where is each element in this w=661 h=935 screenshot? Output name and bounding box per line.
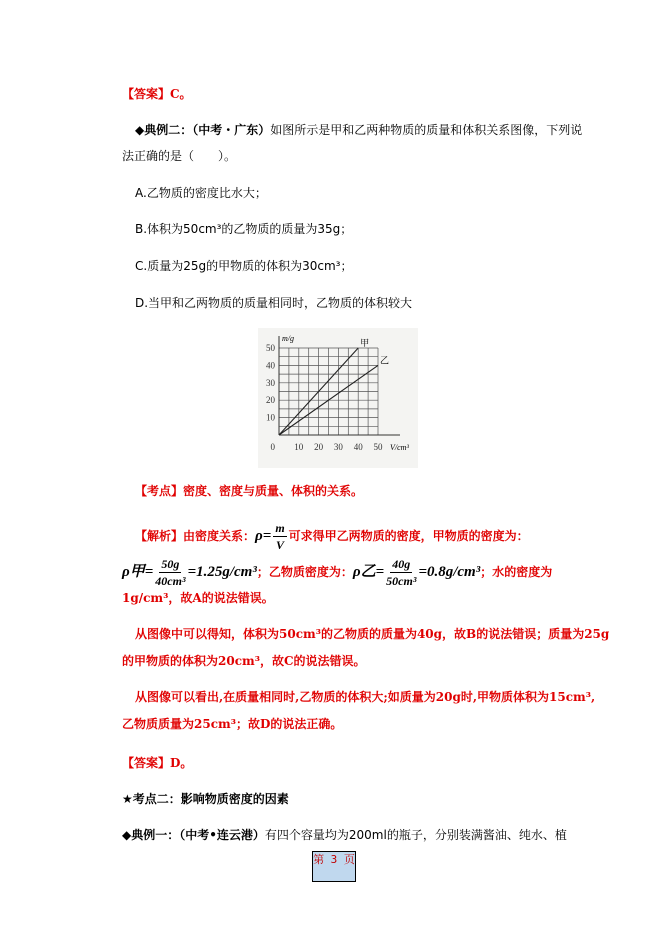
para2-line2: 的甲物质的体积为20cm³，故C的说法错误。 bbox=[122, 654, 366, 668]
result: =0.8g/cm³ bbox=[418, 563, 481, 580]
example1-text: 有四个容量均为200ml的瓶子，分别装满酱油、纯水、植 bbox=[264, 828, 567, 842]
y-tick-label: 50 bbox=[266, 343, 275, 353]
y-tick-label: 20 bbox=[266, 395, 275, 406]
example2-line1 bbox=[135, 122, 582, 138]
origin-label: 0 bbox=[270, 442, 275, 452]
x-tick-label: 20 bbox=[314, 442, 324, 452]
jiexi-line1 bbox=[135, 520, 529, 553]
rho-yi-formula: ρ乙= $\frac{40g}{\text{50cm³}}$ =0.8g/cm³ bbox=[352, 557, 481, 588]
rho: ρ bbox=[255, 527, 263, 544]
kaodian: 【考点】密度、密度与质量、体积的关系。 bbox=[135, 484, 364, 498]
rho-jia-formula: ρ甲= $\frac{50g}{\text{40cm³}}$ =1.25g/cm³ bbox=[122, 557, 257, 588]
x-tick-label: 10 bbox=[294, 442, 304, 452]
jiexi-text: ；水的密度为 bbox=[480, 564, 553, 579]
option-d: D.当甲和乙两物质的质量相同时，乙物质的体积较大 bbox=[135, 296, 413, 310]
density-formula: ρ= $\frac{m}{V}$ bbox=[255, 521, 285, 552]
rho-yi: ρ乙 bbox=[352, 563, 376, 580]
para3-line1: 从图像可以看出,在质量相同时,乙物质的体积大;如质量为20g时,甲物质体积为15cm³, bbox=[135, 690, 596, 704]
x-axis-label: V/cm³ bbox=[390, 443, 409, 452]
jiexi-text: 由密度关系： bbox=[183, 528, 256, 543]
y-tick-label: 10 bbox=[266, 412, 275, 423]
option-c: C.质量为25g的甲物质的体积为30cm³； bbox=[135, 259, 353, 273]
answer-d: 【答案】D。 bbox=[122, 756, 193, 770]
x-tick-label: 40 bbox=[353, 442, 363, 452]
kaodian2-heading: ★考点二：影响物质密度的因素 bbox=[122, 792, 289, 806]
option-a: A.乙物质的密度比水大； bbox=[135, 186, 267, 200]
para3-line2: 乙物质质量为25cm³；故D的说法正确。 bbox=[122, 717, 343, 731]
m: m bbox=[275, 521, 285, 535]
jiexi-text: 可求得甲乙两物质的密度，甲物质的密度为： bbox=[288, 528, 529, 543]
jiexi-line3: 1g/cm³，故A的说法错误。 bbox=[122, 591, 274, 605]
example1-label: ◆典例一：（中考•连云港） bbox=[122, 828, 265, 842]
den: 40cm³ bbox=[155, 574, 186, 588]
jiexi-line2 bbox=[122, 556, 552, 589]
example2-label: ◆典例二：（中考・广东） bbox=[135, 123, 271, 137]
series-label: 甲 bbox=[360, 339, 370, 349]
rho-jia: ρ甲 bbox=[122, 563, 145, 580]
answer-c: 【答案】C。 bbox=[122, 87, 192, 101]
example2-text: 如图所示是甲和乙两种物质的质量和体积关系图像，下列说 bbox=[270, 123, 583, 137]
v: V bbox=[275, 538, 284, 552]
para2-line1: 从图像中可以得知，体积为50cm³的乙物质的质量为40g，故B的说法错误；质量为25g bbox=[135, 627, 610, 641]
example2-line2: 法正确的是（ ）。 bbox=[122, 149, 237, 163]
y-tick-label: 30 bbox=[266, 377, 275, 388]
example1-line bbox=[122, 827, 567, 843]
mass-volume-chart bbox=[258, 328, 418, 468]
den: 50cm³ bbox=[386, 574, 417, 588]
option-b: B.体积为50cm³的乙物质的质量为35g； bbox=[135, 222, 353, 236]
y-tick-label: 40 bbox=[266, 360, 275, 371]
page-number: 第 3 页 bbox=[312, 851, 356, 882]
result: =1.25g/cm³ bbox=[187, 563, 257, 580]
jiexi-text: ；乙物质密度为： bbox=[256, 564, 353, 579]
num: 40g bbox=[392, 557, 411, 571]
y-axis-label: m/g bbox=[282, 334, 294, 343]
series-label: 乙 bbox=[380, 356, 390, 367]
x-tick-label: 30 bbox=[333, 442, 343, 452]
num: 50g bbox=[161, 557, 180, 571]
jiexi-label: 【解析】 bbox=[135, 528, 184, 543]
x-tick-label: 50 bbox=[373, 442, 383, 452]
